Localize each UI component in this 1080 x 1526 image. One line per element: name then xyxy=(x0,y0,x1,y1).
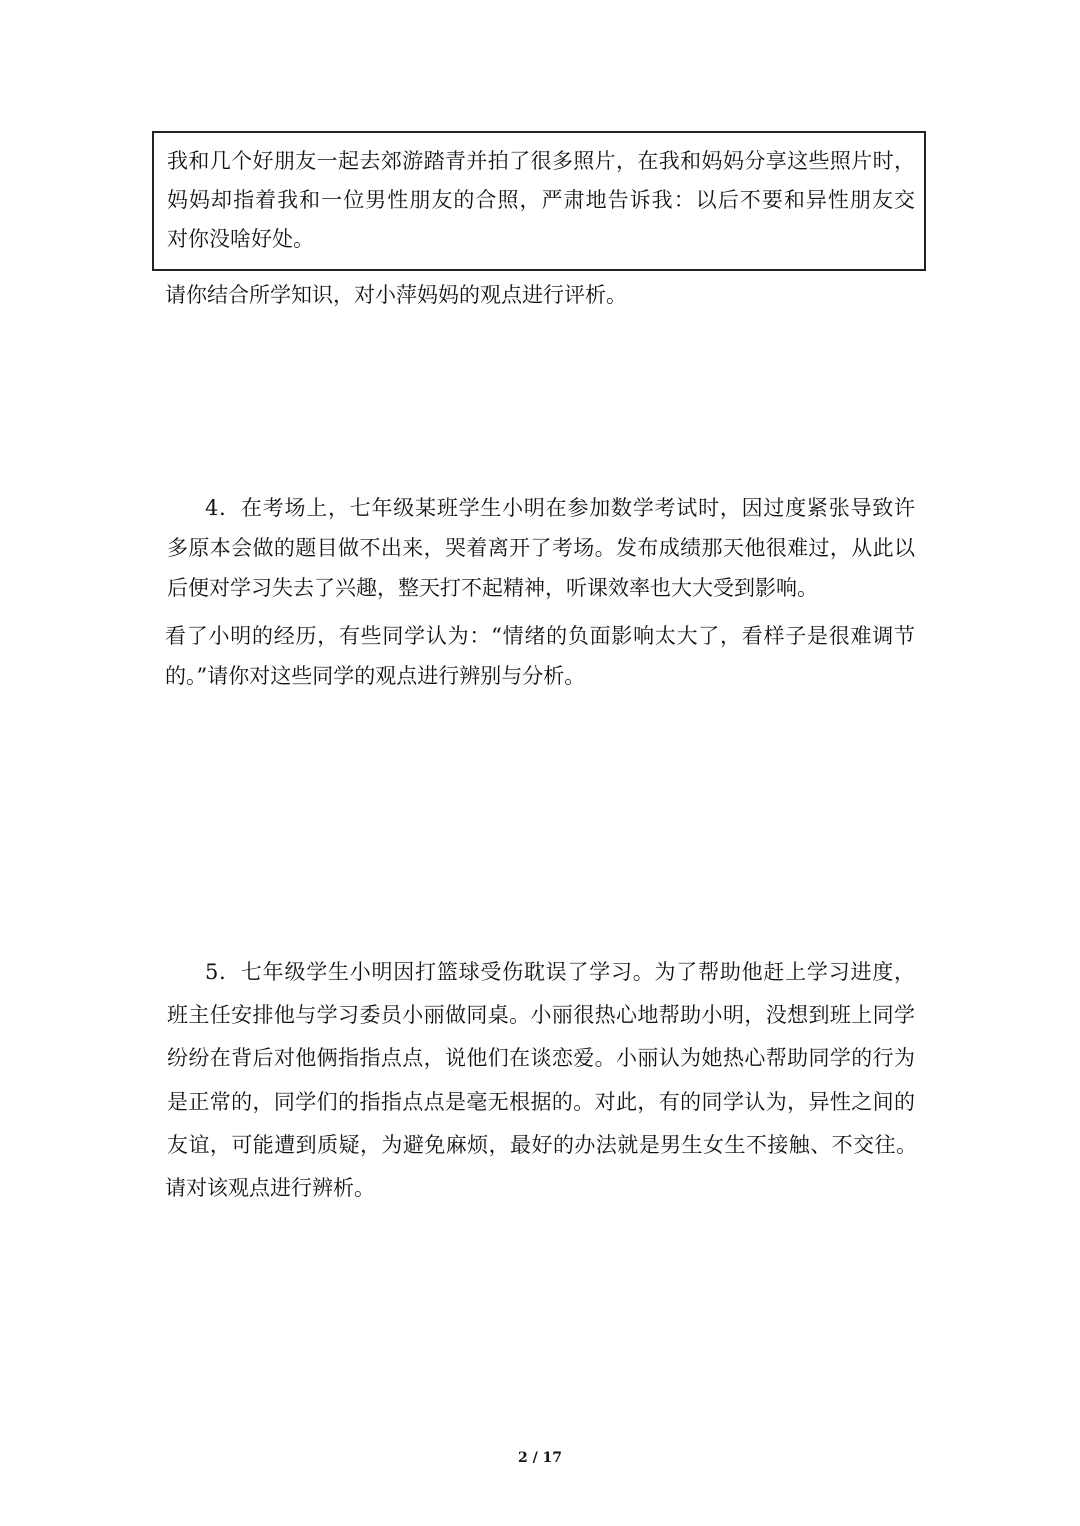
question-5-line: 纷纷在背后对他俩指指点点，说他们在谈恋爱。小丽认为她热心帮助同学的行为 xyxy=(167,1046,915,1070)
question-4-line: 多原本会做的题目做不出来，哭着离开了考场。发布成绩那天他很难过，从此以 xyxy=(167,536,915,560)
case-line: 妈妈却指着我和一位男性朋友的合照，严肃地告诉我：以后不要和异性朋友交 xyxy=(167,188,915,212)
case-line: 我和几个好朋友一起去郊游踏青并拍了很多照片，在我和妈妈分享这些照片时， xyxy=(167,149,915,173)
question-5-line: 班主任安排他与学习委员小丽做同桌。小丽很热心地帮助小明，没想到班上同学 xyxy=(167,1003,915,1027)
case-line: 对你没啥好处。 xyxy=(167,227,314,251)
question-5-line: 5．七年级学生小明因打篮球受伤耽误了学习。为了帮助他赶上学习进度， xyxy=(205,960,915,984)
page-number: 2 / 17 xyxy=(517,1450,563,1466)
question-4-line: 4．在考场上，七年级某班学生小明在参加数学考试时，因过度紧张导致许 xyxy=(205,496,915,520)
question-5-line: 友谊，可能遭到质疑，为避免麻烦，最好的办法就是男生女生不接触、不交往。 xyxy=(167,1133,917,1157)
question-4-line: 后便对学习失去了兴趣，整天打不起精神，听课效率也大大受到影响。 xyxy=(167,576,818,600)
question-5-line: 请对该观点进行辨析。 xyxy=(165,1176,375,1200)
question-prompt: 请你结合所学知识，对小萍妈妈的观点进行评析。 xyxy=(165,283,627,307)
question-5-line: 是正常的，同学们的指指点点是毫无根据的。对此，有的同学认为，异性之间的 xyxy=(167,1090,915,1114)
question-4-line: 看了小明的经历，有些同学认为：“情绪的负面影响太大了，看样子是很难调节 xyxy=(165,624,915,648)
question-4-line: 的。”请你对这些同学的观点进行辨别与分析。 xyxy=(165,664,586,688)
